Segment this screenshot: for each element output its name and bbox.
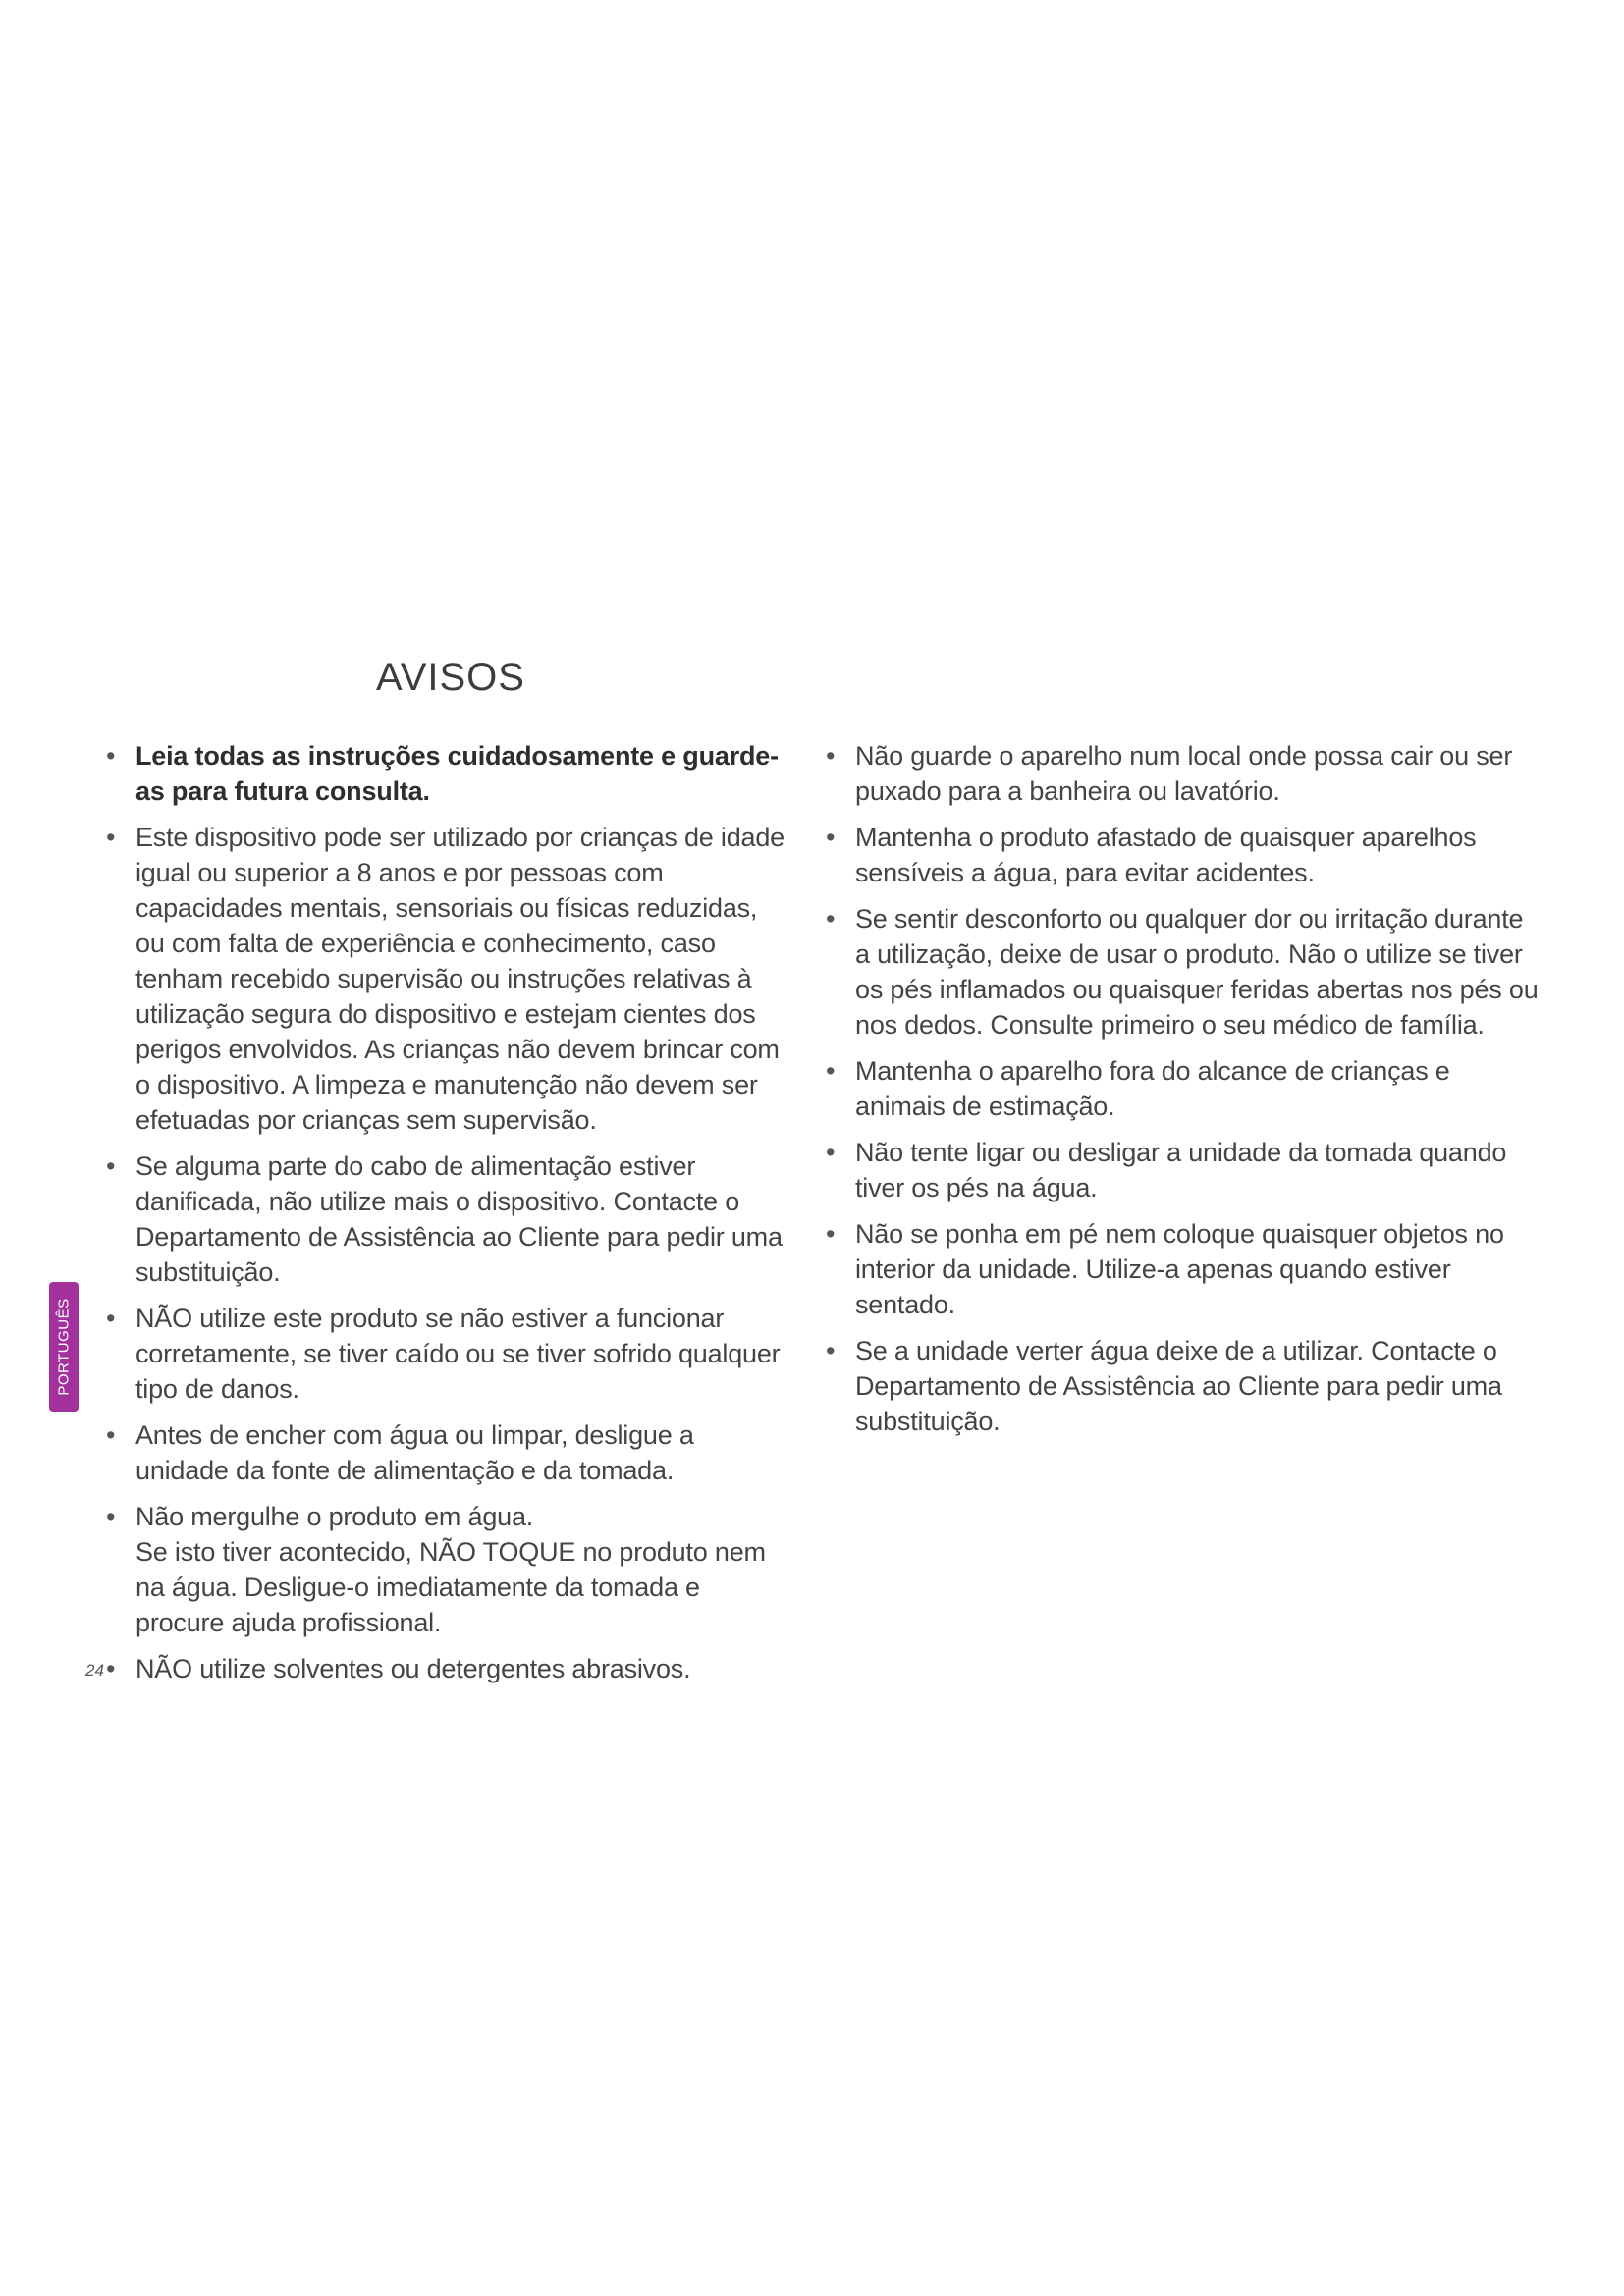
list-item (106, 1651, 793, 1686)
warning-text: Antes de encher com água ou limpar, desligue a unidade da fonte de alimentação e da tomada. (135, 1420, 694, 1485)
page-title: AVISOS (376, 656, 525, 699)
warning-text: NÃO utilize este produto se não estiver a funcionar corretamente, se tiver caído ou se tiver sofrido qualquer tipo de danos. (135, 1304, 781, 1404)
bullet-icon: • (826, 1219, 836, 1249)
list-item (106, 738, 793, 809)
language-tab-label: PORTUGUÊS (55, 1298, 73, 1396)
list-item (106, 1499, 793, 1640)
list-item (826, 901, 1543, 1042)
bullet-icon: • (826, 741, 836, 771)
warning-text: Se alguma parte do cabo de alimentação estiver danificada, não utilize mais o dispositivo. Contacte o Departamento de Assistência ao Cliente para pedir uma substituição. (135, 1151, 783, 1287)
language-tab (49, 1282, 79, 1412)
bullet-icon: • (826, 1056, 836, 1086)
list-item (826, 738, 1543, 809)
warning-text: Mantenha o aparelho fora do alcance de crianças e animais de estimação. (855, 1056, 1450, 1121)
list-item (106, 1148, 793, 1290)
bullet-icon: • (106, 1420, 116, 1450)
bullet-icon: • (826, 904, 836, 934)
page-number: 24 (85, 1661, 104, 1680)
list-item (826, 1333, 1543, 1439)
warnings-list-right (826, 738, 1543, 1450)
list-item (106, 1417, 793, 1488)
bullet-icon: • (106, 741, 116, 771)
bullet-icon: • (826, 1138, 836, 1167)
list-item (106, 1301, 793, 1407)
bullet-icon: • (106, 1304, 116, 1333)
warning-text: Não mergulhe o produto em água. Se isto tiver acontecido, NÃO TOQUE no produto nem na água. Desligue-o imediatamente da tomada e procure ajuda profissional. (135, 1502, 766, 1637)
bullet-icon: • (106, 1654, 116, 1683)
bullet-icon: • (106, 1151, 116, 1181)
warning-text: Não guarde o aparelho num local onde possa cair ou ser puxado para a banheira ou lavatório. (855, 741, 1513, 806)
warning-text: Mantenha o produto afastado de quaisquer aparelhos sensíveis a água, para evitar acidentes. (855, 823, 1477, 887)
warning-text: Leia todas as instruções cuidadosamente e guarde-as para futura consulta. (135, 741, 779, 806)
list-item (826, 1135, 1543, 1205)
bullet-icon: • (826, 823, 836, 852)
warning-text: Não se ponha em pé nem coloque quaisquer objetos no interior da unidade. Utilize-a apenas quando estiver sentado. (855, 1219, 1504, 1319)
bullet-icon: • (106, 823, 116, 852)
list-item (826, 1216, 1543, 1322)
bullet-icon: • (106, 1502, 116, 1531)
warning-text: Se a unidade verter água deixe de a utilizar. Contacte o Departamento de Assistência ao Cliente para pedir uma substituição. (855, 1336, 1502, 1436)
warning-text: Este dispositivo pode ser utilizado por crianças de idade igual ou superior a 8 anos e por pessoas com capacidades mentais, sensoriais ou físicas reduzidas, ou com falta de experiência e conhecimento, caso tenham recebido supervisão ou instruções relativas à utilização segura do dispositivo e estejam cientes dos perigos envolvidos. As crianças não devem brincar com o dispositivo. A limpeza e manutenção não devem ser efetuadas por crianças sem supervisão. (135, 823, 785, 1135)
list-item (826, 1053, 1543, 1124)
list-item (106, 820, 793, 1138)
warning-text: NÃO utilize solventes ou detergentes abrasivos. (135, 1654, 691, 1683)
list-item (826, 820, 1543, 890)
warning-text: Não tente ligar ou desligar a unidade da tomada quando tiver os pés na água. (855, 1138, 1507, 1202)
warning-text: Se sentir desconforto ou qualquer dor ou irritação durante a utilização, deixe de usar o produto. Não o utilize se tiver os pés inflamados ou quaisquer feridas abertas nos pés ou nos dedos. Consulte primeiro o seu médico de família. (855, 904, 1539, 1040)
warnings-list-left (106, 738, 793, 1697)
bullet-icon: • (826, 1336, 836, 1365)
